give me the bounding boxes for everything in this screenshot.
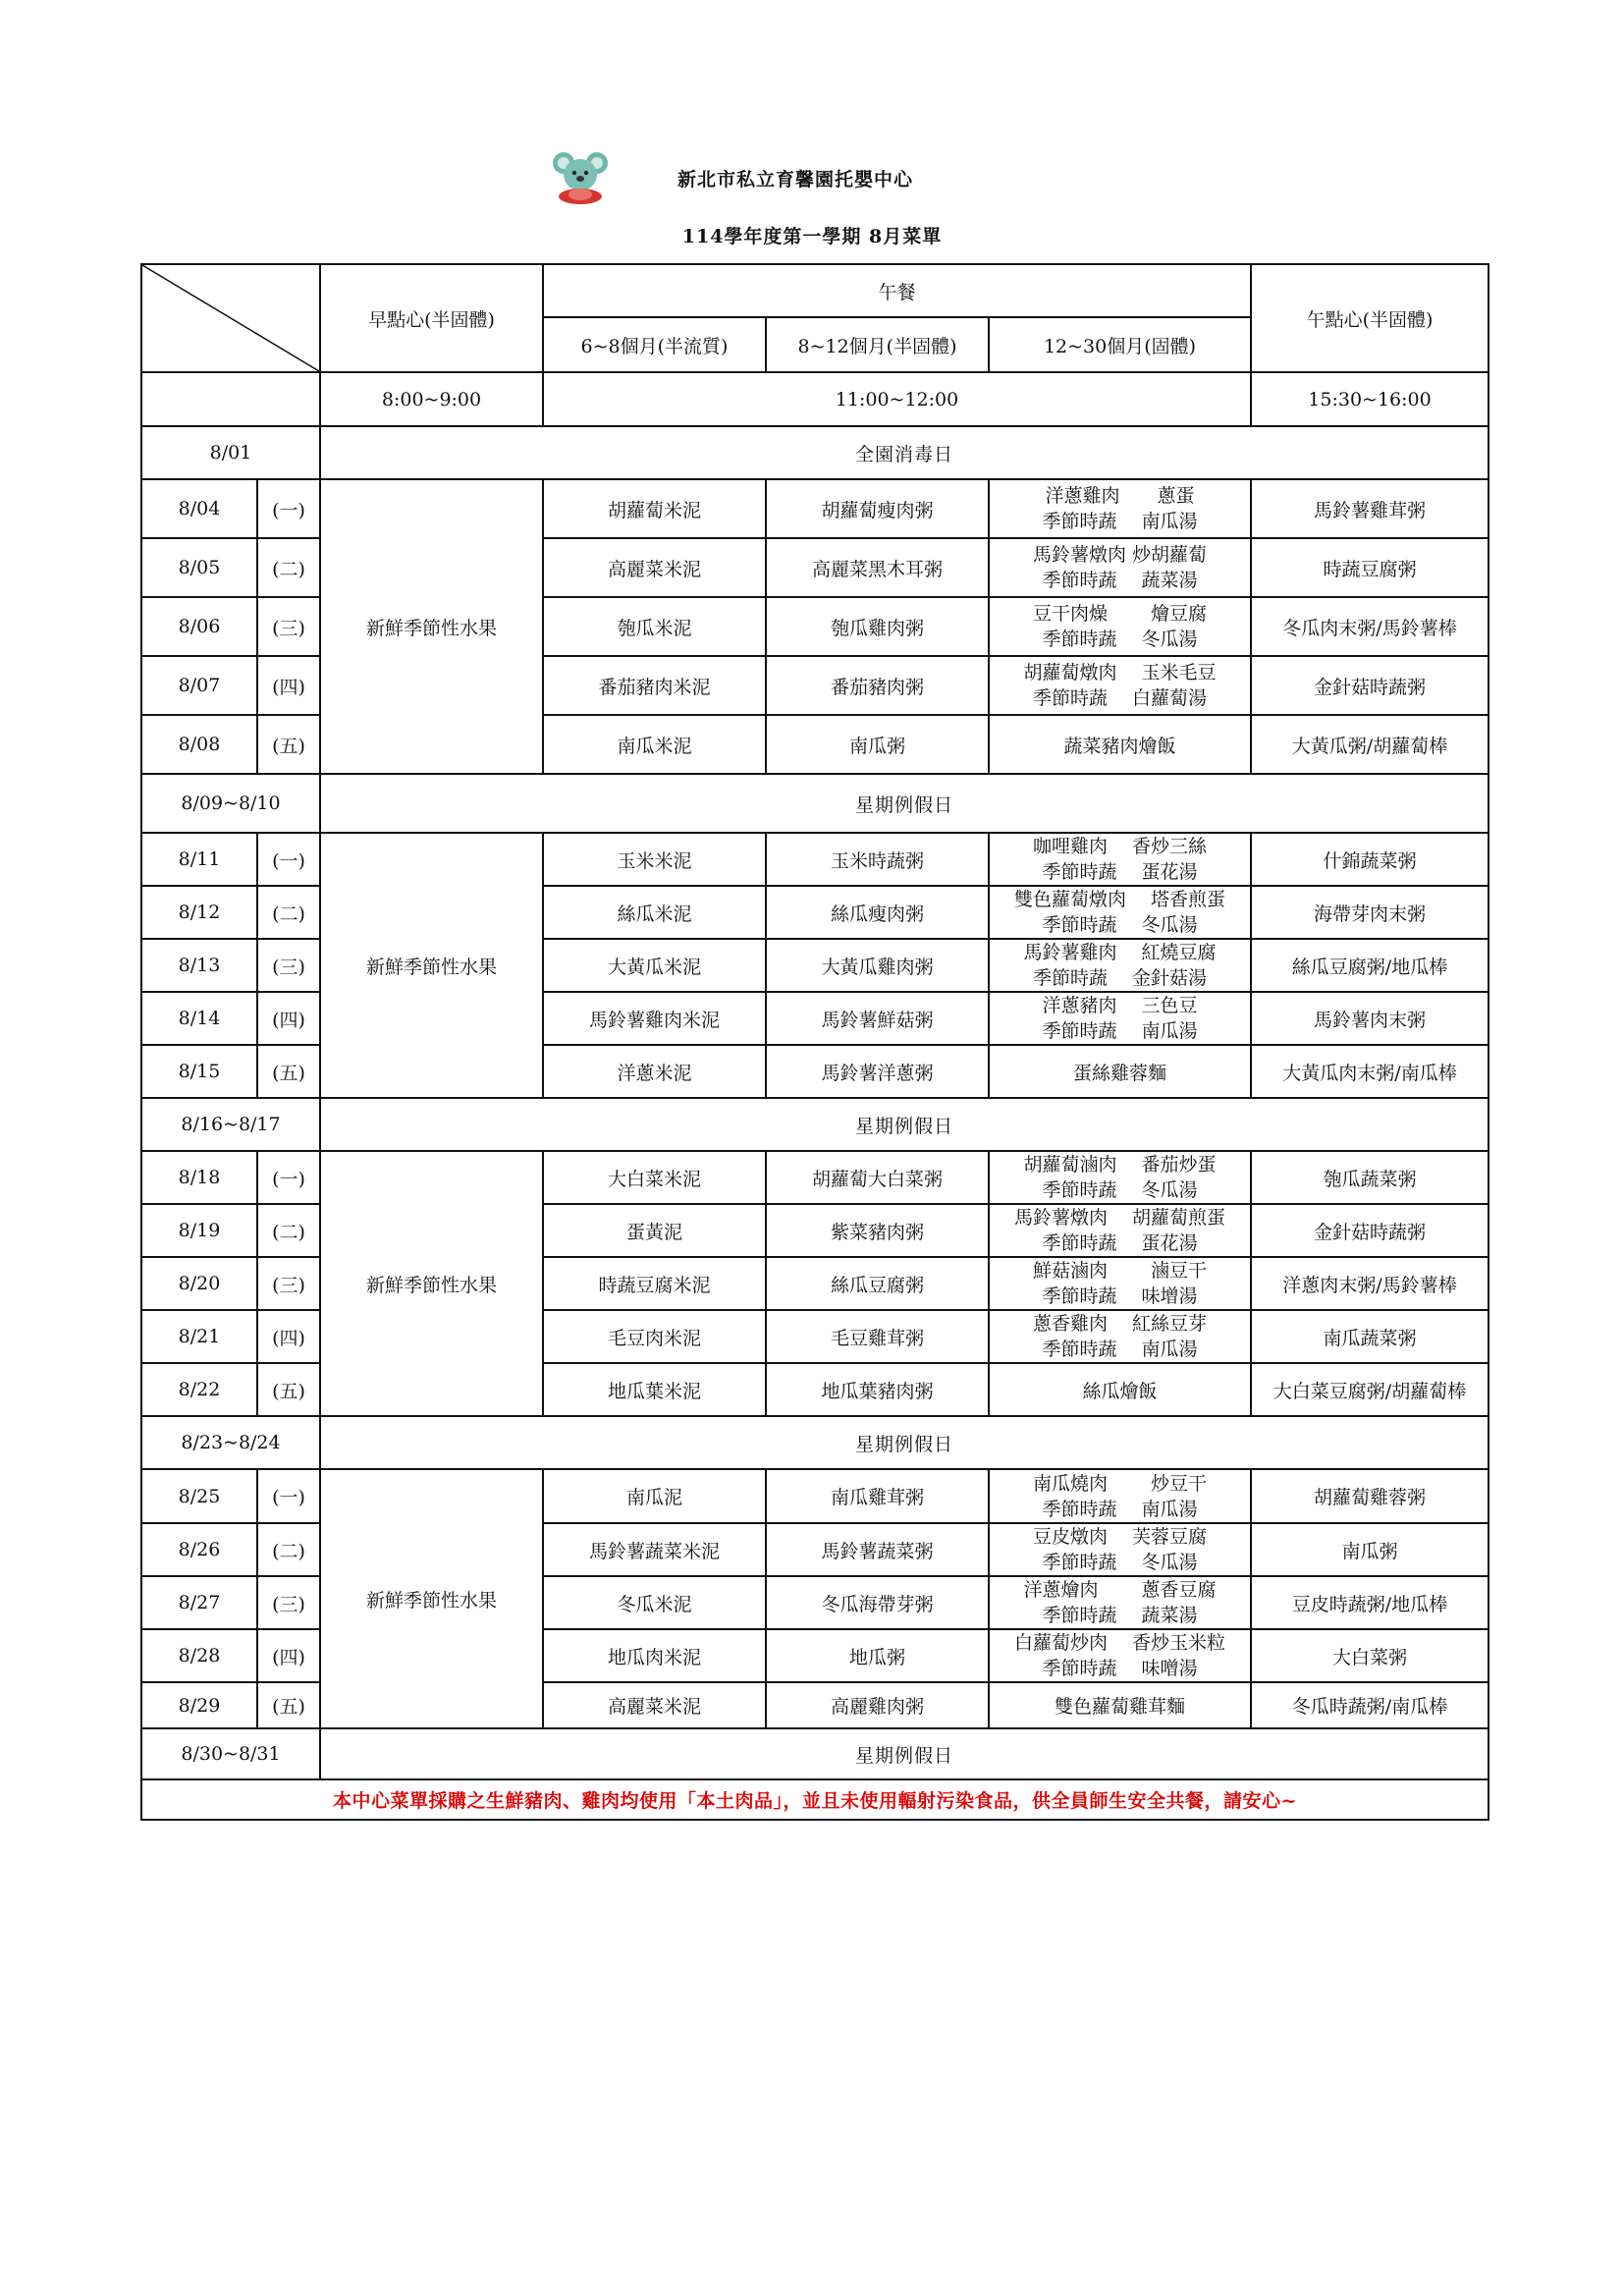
note-cell: 星期例假日 [320, 1098, 1489, 1151]
afternoon-snack-cell: 匏瓜蔬菜粥 [1251, 1151, 1489, 1204]
date-cell: 8/30~8/31 [141, 1728, 320, 1779]
menu-table [140, 263, 1489, 1821]
afternoon-snack-cell: 什錦蔬菜粥 [1251, 833, 1489, 886]
weekday-cell: (五) [257, 1045, 320, 1098]
weekday-cell: (三) [257, 939, 320, 992]
note-cell: 星期例假日 [320, 774, 1489, 833]
lunch-6-8-cell: 胡蘿蔔米泥 [543, 479, 766, 538]
date-cell: 8/04 [141, 479, 257, 538]
weekday-cell: (二) [257, 538, 320, 597]
koala-logo-icon [550, 145, 611, 206]
lunch-8-12-cell: 絲瓜豆腐粥 [766, 1257, 989, 1310]
lunch-12-30-cell: 雙色蘿蔔燉肉 塔香煎蛋 季節時蔬 冬瓜湯 [989, 886, 1251, 939]
day-row [141, 1098, 1489, 1151]
lunch-6-8-cell: 蛋黃泥 [543, 1204, 766, 1257]
lunch-12-30-cell: 雙色蘿蔔雞茸麵 [989, 1682, 1251, 1728]
date-cell: 8/19 [141, 1204, 257, 1257]
lunch-12-30-cell: 胡蘿蔔滷肉 番茄炒蛋 季節時蔬 冬瓜湯 [989, 1151, 1251, 1204]
morning-snack-cell: 新鮮季節性水果 [320, 479, 543, 774]
weekday-cell: (四) [257, 656, 320, 715]
date-cell: 8/14 [141, 992, 257, 1045]
lunch-6-8-cell: 大黃瓜米泥 [543, 939, 766, 992]
lunch-6-8-cell: 毛豆肉米泥 [543, 1310, 766, 1363]
date-cell: 8/08 [141, 715, 257, 774]
lunch-6-8-cell: 地瓜肉米泥 [543, 1629, 766, 1682]
lunch-6-8-cell: 洋蔥米泥 [543, 1045, 766, 1098]
morning-snack-cell: 新鮮季節性水果 [320, 1469, 543, 1728]
lunch-8-12-cell: 南瓜雞茸粥 [766, 1469, 989, 1523]
date-cell: 8/13 [141, 939, 257, 992]
footer-row [141, 1779, 1489, 1820]
lunch-8-12-cell: 匏瓜雞肉粥 [766, 597, 989, 656]
weekday-cell: (五) [257, 1363, 320, 1416]
morning-time: 8:00~9:00 [320, 372, 543, 426]
weekday-cell: (一) [257, 833, 320, 886]
age-8-12-header: 8~12個月(半固體) [766, 317, 989, 372]
afternoon-snack-cell: 絲瓜豆腐粥/地瓜棒 [1251, 939, 1489, 992]
afternoon-snack-cell: 馬鈴薯雞茸粥 [1251, 479, 1489, 538]
afternoon-snack-cell: 時蔬豆腐粥 [1251, 538, 1489, 597]
lunch-12-30-cell: 蔥香雞肉 紅絲豆芽 季節時蔬 南瓜湯 [989, 1310, 1251, 1363]
lunch-8-12-cell: 胡蘿蔔瘦肉粥 [766, 479, 989, 538]
weekday-cell: (二) [257, 1204, 320, 1257]
lunch-6-8-cell: 匏瓜米泥 [543, 597, 766, 656]
note-cell: 星期例假日 [320, 1416, 1489, 1469]
lunch-8-12-cell: 紫菜豬肉粥 [766, 1204, 989, 1257]
lunch-8-12-cell: 地瓜粥 [766, 1629, 989, 1682]
afternoon-snack-cell: 胡蘿蔔雞蓉粥 [1251, 1469, 1489, 1523]
lunch-6-8-cell: 南瓜泥 [543, 1469, 766, 1523]
weekday-cell: (四) [257, 1310, 320, 1363]
date-cell: 8/09~8/10 [141, 774, 320, 833]
lunch-6-8-cell: 玉米米泥 [543, 833, 766, 886]
lunch-8-12-cell: 胡蘿蔔大白菜粥 [766, 1151, 989, 1204]
lunch-8-12-cell: 高麗菜黑木耳粥 [766, 538, 989, 597]
afternoon-snack-cell: 馬鈴薯肉末粥 [1251, 992, 1489, 1045]
lunch-6-8-cell: 馬鈴薯蔬菜米泥 [543, 1523, 766, 1576]
afternoon-snack-cell: 南瓜蔬菜粥 [1251, 1310, 1489, 1363]
afternoon-snack-cell: 金針菇時蔬粥 [1251, 656, 1489, 715]
afternoon-snack-cell: 冬瓜時蔬粥/南瓜棒 [1251, 1682, 1489, 1728]
day-row [141, 1151, 1489, 1204]
lunch-12-30-cell: 洋蔥雞肉 蔥蛋 季節時蔬 南瓜湯 [989, 479, 1251, 538]
weekday-cell: (二) [257, 1523, 320, 1576]
lunch-12-30-cell: 咖哩雞肉 香炒三絲 季節時蔬 蛋花湯 [989, 833, 1251, 886]
weekday-cell: (三) [257, 1576, 320, 1629]
afternoon-snack-cell: 大白菜粥 [1251, 1629, 1489, 1682]
lunch-12-30-cell: 蛋絲雞蓉麵 [989, 1045, 1251, 1098]
date-cell: 8/28 [141, 1629, 257, 1682]
lunch-12-30-cell: 絲瓜燴飯 [989, 1363, 1251, 1416]
lunch-6-8-cell: 馬鈴薯雞肉米泥 [543, 992, 766, 1045]
lunch-12-30-cell: 豆皮燉肉 芙蓉豆腐 季節時蔬 冬瓜湯 [989, 1523, 1251, 1576]
date-cell: 8/16~8/17 [141, 1098, 320, 1151]
lunch-8-12-cell: 地瓜葉豬肉粥 [766, 1363, 989, 1416]
date-cell: 8/29 [141, 1682, 257, 1728]
afternoon-snack-cell: 大白菜豆腐粥/胡蘿蔔棒 [1251, 1363, 1489, 1416]
age-6-8-header: 6~8個月(半流質) [543, 317, 766, 372]
afternoon-snack-cell: 金針菇時蔬粥 [1251, 1204, 1489, 1257]
lunch-12-30-cell: 馬鈴薯燉肉 胡蘿蔔煎蛋 季節時蔬 蛋花湯 [989, 1204, 1251, 1257]
date-cell: 8/22 [141, 1363, 257, 1416]
weekday-cell: (一) [257, 1469, 320, 1523]
afternoon-header: 午點心(半固體) [1251, 264, 1489, 372]
lunch-8-12-cell: 大黃瓜雞肉粥 [766, 939, 989, 992]
date-cell: 8/12 [141, 886, 257, 939]
lunch-6-8-cell: 大白菜米泥 [543, 1151, 766, 1204]
time-row [141, 372, 1489, 426]
lunch-12-30-cell: 鮮菇滷肉 滷豆干 季節時蔬 味增湯 [989, 1257, 1251, 1310]
lunch-8-12-cell: 馬鈴薯蔬菜粥 [766, 1523, 989, 1576]
lunch-12-30-cell: 南瓜燒肉 炒豆干 季節時蔬 南瓜湯 [989, 1469, 1251, 1523]
date-cell: 8/25 [141, 1469, 257, 1523]
note-cell: 星期例假日 [320, 1728, 1489, 1779]
date-cell: 8/20 [141, 1257, 257, 1310]
meat-source-notice: 本中心菜單採購之生鮮豬肉、雞肉均使用「本土肉品」，並且未使用輻射污染食品，供全員師生安全共餐，請安心~ [141, 1779, 1489, 1820]
date-cell: 8/27 [141, 1576, 257, 1629]
lunch-6-8-cell: 番茄豬肉米泥 [543, 656, 766, 715]
lunch-8-12-cell: 毛豆雞茸粥 [766, 1310, 989, 1363]
weekday-cell: (四) [257, 992, 320, 1045]
day-row [141, 1416, 1489, 1469]
lunch-6-8-cell: 冬瓜米泥 [543, 1576, 766, 1629]
day-row [141, 426, 1489, 479]
afternoon-snack-cell: 大黃瓜肉末粥/南瓜棒 [1251, 1045, 1489, 1098]
afternoon-snack-cell: 豆皮時蔬粥/地瓜棒 [1251, 1576, 1489, 1629]
day-row [141, 1728, 1489, 1779]
weekday-cell: (一) [257, 1151, 320, 1204]
day-row [141, 833, 1489, 886]
afternoon-snack-cell: 洋蔥肉末粥/馬鈴薯棒 [1251, 1257, 1489, 1310]
morning-header: 早點心(半固體) [320, 264, 543, 372]
date-cell: 8/11 [141, 833, 257, 886]
lunch-12-30-cell: 豆干肉燥 燴豆腐 季節時蔬 冬瓜湯 [989, 597, 1251, 656]
date-cell: 8/18 [141, 1151, 257, 1204]
lunch-6-8-cell: 高麗菜米泥 [543, 538, 766, 597]
date-cell: 8/26 [141, 1523, 257, 1576]
lunch-header: 午餐 [543, 264, 1251, 317]
note-cell: 全園消毒日 [320, 426, 1489, 479]
weekday-cell: (五) [257, 1682, 320, 1728]
date-cell: 8/07 [141, 656, 257, 715]
afternoon-time: 15:30~16:00 [1251, 372, 1489, 426]
page-title: 114學年度第一學期 8月菜單 [681, 226, 943, 247]
age-12-30-header: 12~30個月(固體) [989, 317, 1251, 372]
day-row [141, 479, 1489, 538]
lunch-12-30-cell: 洋蔥燴肉 蔥香豆腐 季節時蔬 蔬菜湯 [989, 1576, 1251, 1629]
weekday-cell: (四) [257, 1629, 320, 1682]
lunch-6-8-cell: 高麗菜米泥 [543, 1682, 766, 1728]
weekday-cell: (一) [257, 479, 320, 538]
lunch-time: 11:00~12:00 [543, 372, 1251, 426]
lunch-6-8-cell: 地瓜葉米泥 [543, 1363, 766, 1416]
lunch-8-12-cell: 南瓜粥 [766, 715, 989, 774]
lunch-6-8-cell: 絲瓜米泥 [543, 886, 766, 939]
date-cell: 8/05 [141, 538, 257, 597]
lunch-6-8-cell: 時蔬豆腐米泥 [543, 1257, 766, 1310]
afternoon-snack-cell: 海帶芽肉末粥 [1251, 886, 1489, 939]
lunch-6-8-cell: 南瓜米泥 [543, 715, 766, 774]
date-cell: 8/21 [141, 1310, 257, 1363]
date-cell: 8/06 [141, 597, 257, 656]
corner-cell [141, 264, 320, 372]
lunch-8-12-cell: 絲瓜瘦肉粥 [766, 886, 989, 939]
lunch-8-12-cell: 馬鈴薯鮮菇粥 [766, 992, 989, 1045]
afternoon-snack-cell: 大黃瓜粥/胡蘿蔔棒 [1251, 715, 1489, 774]
weekday-cell: (五) [257, 715, 320, 774]
lunch-12-30-cell: 洋蔥豬肉 三色豆 季節時蔬 南瓜湯 [989, 992, 1251, 1045]
lunch-8-12-cell: 番茄豬肉粥 [766, 656, 989, 715]
date-cell: 8/01 [141, 426, 320, 479]
lunch-8-12-cell: 冬瓜海帶芽粥 [766, 1576, 989, 1629]
lunch-12-30-cell: 蔬菜豬肉燴飯 [989, 715, 1251, 774]
school-name: 新北市私立育馨園托嬰中心 [677, 169, 914, 191]
weekday-cell: (二) [257, 886, 320, 939]
lunch-8-12-cell: 玉米時蔬粥 [766, 833, 989, 886]
morning-snack-cell: 新鮮季節性水果 [320, 1151, 543, 1416]
date-cell: 8/23~8/24 [141, 1416, 320, 1469]
morning-snack-cell: 新鮮季節性水果 [320, 833, 543, 1098]
afternoon-snack-cell: 南瓜粥 [1251, 1523, 1489, 1576]
afternoon-snack-cell: 冬瓜肉末粥/馬鈴薯棒 [1251, 597, 1489, 656]
header-row [141, 264, 1489, 317]
lunch-12-30-cell: 馬鈴薯雞肉 紅燒豆腐 季節時蔬 金針菇湯 [989, 939, 1251, 992]
lunch-12-30-cell: 馬鈴薯燉肉 炒胡蘿蔔 季節時蔬 蔬菜湯 [989, 538, 1251, 597]
weekday-cell: (三) [257, 1257, 320, 1310]
date-cell: 8/15 [141, 1045, 257, 1098]
lunch-12-30-cell: 白蘿蔔炒肉 香炒玉米粒 季節時蔬 味噌湯 [989, 1629, 1251, 1682]
weekday-cell: (三) [257, 597, 320, 656]
lunch-12-30-cell: 胡蘿蔔燉肉 玉米毛豆 季節時蔬 白蘿蔔湯 [989, 656, 1251, 715]
lunch-8-12-cell: 高麗雞肉粥 [766, 1682, 989, 1728]
day-row [141, 774, 1489, 833]
day-row [141, 1469, 1489, 1523]
lunch-8-12-cell: 馬鈴薯洋蔥粥 [766, 1045, 989, 1098]
